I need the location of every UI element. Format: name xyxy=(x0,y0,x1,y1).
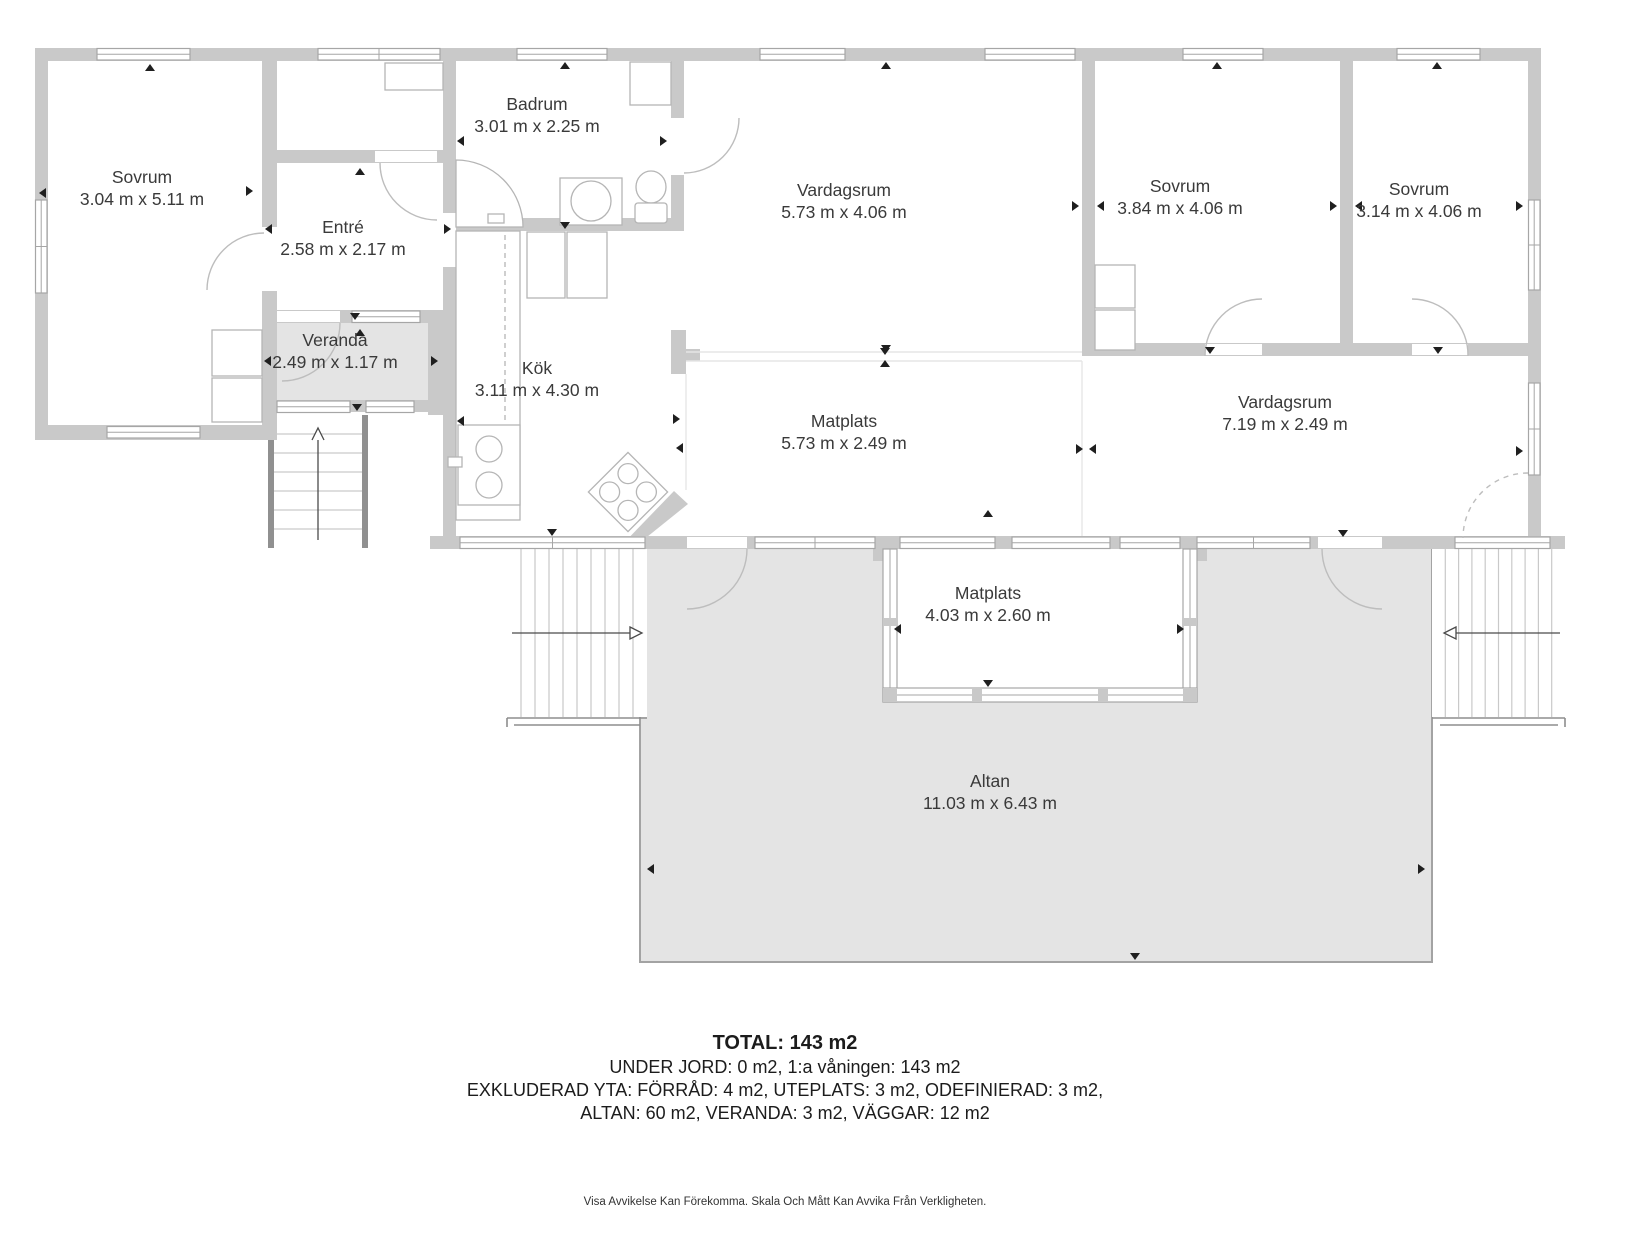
faucet xyxy=(448,457,462,467)
cabinet xyxy=(385,63,443,90)
direction-marker xyxy=(983,510,993,517)
direction-marker xyxy=(1097,201,1104,211)
room-label-veranda xyxy=(272,329,397,373)
room-name: Matplats xyxy=(954,583,1022,603)
dresser xyxy=(212,378,262,422)
direction-marker xyxy=(881,62,891,69)
room-dims: 3.04 m x 5.11 m xyxy=(79,189,205,209)
room-label-matplats-outer xyxy=(925,582,1050,626)
room-label-sovrum-tl xyxy=(80,166,204,210)
summary-line: UNDER JORD: 0 m2, 1:a våningen: 143 m2 xyxy=(609,1057,961,1077)
room-dims: 3.84 m x 4.06 m xyxy=(1117,198,1243,218)
room-name: Veranda xyxy=(302,330,368,350)
room-dims: 3.14 m x 4.06 m xyxy=(1356,201,1482,221)
room-dims: 5.73 m x 2.49 m xyxy=(781,433,907,453)
toilet-bowl xyxy=(636,171,666,203)
room-dims: 3.01 m x 2.25 m xyxy=(474,116,600,136)
door-badrum xyxy=(684,118,739,173)
direction-marker xyxy=(1072,201,1079,211)
bathroom-sink xyxy=(560,178,622,225)
direction-marker xyxy=(145,64,155,71)
room-dims: 3.11 m x 4.30 m xyxy=(474,380,600,400)
direction-marker xyxy=(1330,201,1337,211)
direction-marker xyxy=(355,168,365,175)
room-name: Entré xyxy=(322,217,364,237)
door-entre xyxy=(380,163,437,220)
direction-marker xyxy=(1212,62,1222,69)
room-label-sovrum-2 xyxy=(1356,178,1481,222)
room-label-sovrum-1 xyxy=(1117,175,1242,219)
room-name: Altan xyxy=(970,771,1010,791)
bathroom-cabinet xyxy=(630,62,671,105)
room-name: Badrum xyxy=(506,94,568,114)
direction-marker xyxy=(676,443,683,453)
room-label-vardagsrum-top xyxy=(781,179,906,223)
door-vardagsrum-dashed xyxy=(1463,473,1528,538)
direction-marker xyxy=(560,62,570,69)
room-name: Sovrum xyxy=(1388,179,1450,199)
room-label-kok xyxy=(475,357,599,401)
stairs-veranda xyxy=(268,415,368,548)
direction-marker xyxy=(457,136,464,146)
freezer xyxy=(567,232,607,298)
room-dims: 2.49 m x 1.17 m xyxy=(272,352,398,372)
fridge xyxy=(527,232,565,298)
kitchen-sink xyxy=(458,425,520,505)
direction-marker xyxy=(547,529,557,536)
room-name: Sovrum xyxy=(111,167,173,187)
direction-marker xyxy=(1516,201,1523,211)
direction-marker xyxy=(673,414,680,424)
stairs-right xyxy=(1432,549,1565,727)
direction-marker xyxy=(1338,530,1348,537)
direction-marker xyxy=(246,186,253,196)
wardrobe xyxy=(1095,310,1135,350)
room-name: Sovrum xyxy=(1149,176,1211,196)
room-dims: 7.19 m x 2.49 m xyxy=(1222,414,1348,434)
summary-line: EXKLUDERAD YTA: FÖRRÅD: 4 m2, UTEPLATS: 3 m2, ODEFINIERAD: 3 m2, xyxy=(466,1080,1104,1100)
room-name: Vardagsrum xyxy=(796,180,892,200)
summary-line: ALTAN: 60 m2, VERANDA: 3 m2, VÄGGAR: 12 m2 xyxy=(580,1103,990,1123)
room-name: Kök xyxy=(521,358,553,378)
room-name: Matplats xyxy=(810,411,878,431)
room-name: Vardagsrum xyxy=(1237,392,1333,412)
stairs-left xyxy=(507,549,647,727)
door-sovrum-tl xyxy=(207,233,264,290)
room-dims: 5.73 m x 4.06 m xyxy=(781,202,907,222)
toilet-tank xyxy=(635,203,667,223)
direction-marker xyxy=(1089,444,1096,454)
wardrobe xyxy=(1095,265,1135,308)
room-label-entre xyxy=(280,216,405,260)
direction-marker xyxy=(660,136,667,146)
direction-marker xyxy=(1432,62,1442,69)
area-summary xyxy=(0,1030,1570,1125)
dresser xyxy=(212,330,262,376)
disclaimer-text: Visa Avvikelse Kan Förekomma. Skala Och Mått Kan Avvika Från Verkligheten. xyxy=(583,1196,987,1208)
room-label-badrum xyxy=(474,93,599,137)
direction-marker xyxy=(1516,446,1523,456)
room-label-matplats-inner xyxy=(781,410,906,454)
room-dims: 4.03 m x 2.60 m xyxy=(925,605,1051,625)
walls xyxy=(35,48,1565,561)
room-dims: 2.58 m x 2.17 m xyxy=(280,239,406,259)
shower xyxy=(456,160,523,227)
room-label-vardagsrum-low xyxy=(1222,391,1347,435)
room-label-altan xyxy=(923,770,1057,814)
room-dims: 11.03 m x 6.43 m xyxy=(923,793,1057,813)
total-area: TOTAL: 143 m2 xyxy=(712,1032,858,1054)
